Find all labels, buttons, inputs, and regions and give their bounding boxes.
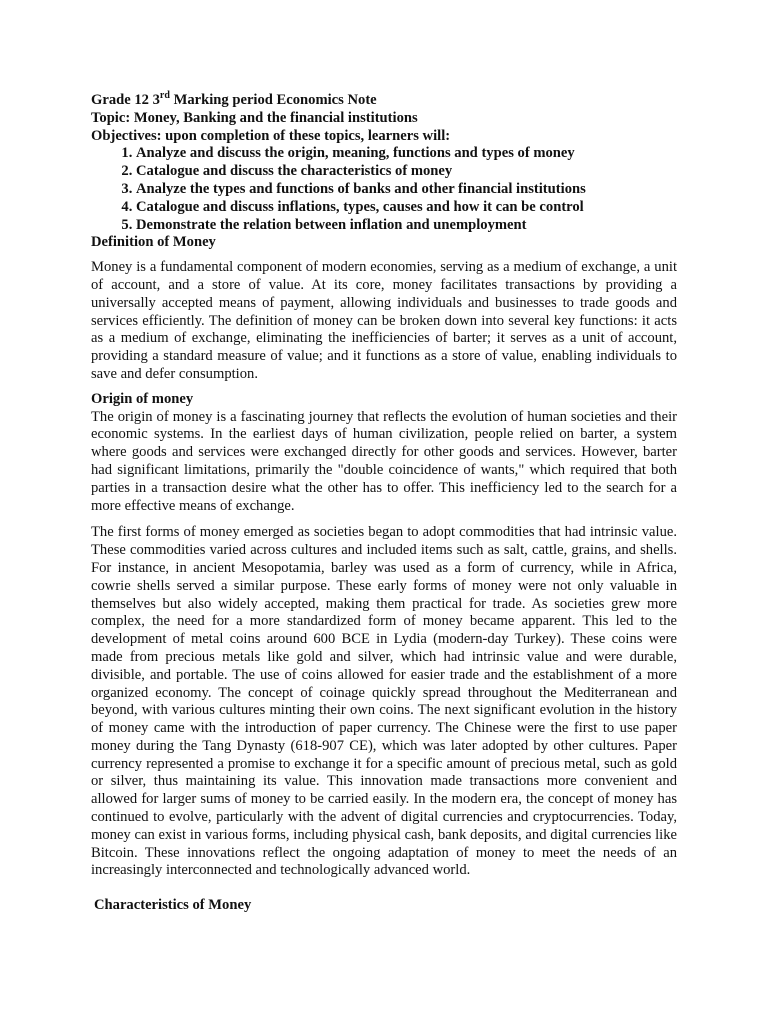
definition-paragraph: Money is a fundamental component of modern economies, serving as a medium of exchange, a unit of account, and a store of value. At its core, money facilitates transactions by providing a universally accepted means of payment, allowing individuals and businesses to trade goods and services efficiently. The definition of money can be broken down into several key functions: it acts as a medium of exchange, eliminating the inefficiencies of barter; it serves as a unit of account, providing a standard measure of value; and it functions as a store of value, enabling individuals to save and defer consumption.	[91, 259, 677, 382]
document-body	[91, 92, 677, 915]
objective-item: 2. Catalogue and discuss the characteristics of money	[136, 163, 677, 181]
objective-item: 4. Catalogue and discuss inflations, types, causes and how it can be control	[136, 199, 677, 217]
definition-heading: Definition of Money	[91, 234, 216, 251]
title-suffix: Marking period Economics Note	[169, 92, 377, 108]
objectives-list	[91, 145, 677, 234]
origin-paragraph-1: The origin of money is a fascinating journey that reflects the evolution of human societies and their economic systems. In the earliest days of human civilization, people relied on barter, a system where goods and services were exchanged directly for other goods and services. However, barter had significant limitations, primarily the "double coincidence of wants," which required that both parties in a transaction desire what the other has to offer. This inefficiency led to the search for a more effective means of exchange.	[91, 408, 677, 514]
origin-paragraph-2: The first forms of money emerged as societies began to adopt commodities that had intrinsic value. These commodities varied across cultures and included items such as salt, cattle, grains, and shells. For instance, in ancient Mesopotamia, barley was used as a form of currency, while in Africa, cowrie shells served a similar purpose. These early forms of money were not only valuable in themselves but also widely accepted, making them practical for trade. As societies grew more complex, the need for a more standardized form of money became apparent. This led to the development of metal coins around 600 BCE in Lydia (modern-day Turkey). These coins were made from precious metals like gold and silver, which had intrinsic value and were durable, divisible, and portable. The use of coins allowed for easier trade and the establishment of a more organized economy. The concept of coinage quickly spread throughout the Mediterranean and beyond, with various cultures minting their own coins. The next significant evolution in the history of money came with the introduction of paper currency. The Chinese were the first to use paper money during the Tang Dynasty (618-907 CE), which was later adopted by other cultures. Paper currency represented a promise to exchange it for a specific amount of precious metal, such as gold or silver, thus maintaining its value. This innovation made transactions more convenient and allowed for larger sums of money to be carried easily. In the modern era, the concept of money has continued to evolve, particularly with the advent of digital currencies and cryptocurrencies. Today, money can exist in various forms, including physical cash, bank deposits, and digital currencies like Bitcoin. These innovations reflect the ongoing adaptation of money to meet the needs of an increasingly interconnected and technologically advanced world.	[91, 524, 677, 879]
title-prefix: Grade 12 3	[91, 92, 160, 108]
topic-line: Topic: Money, Banking and the financial institutions	[91, 109, 418, 126]
title-superscript: rd	[159, 90, 170, 102]
objective-item: 5. Demonstrate the relation between inflation and unemployment	[136, 217, 677, 235]
characteristics-heading: Characteristics of Money	[94, 897, 252, 914]
document-title	[91, 92, 677, 110]
objective-item: 1. Analyze and discuss the origin, meaning, functions and types of money	[136, 145, 677, 163]
objectives-intro: Objectives: upon completion of these topics, learners will:	[91, 127, 451, 144]
origin-heading: Origin of money	[91, 390, 194, 407]
objective-item: 3. Analyze the types and functions of banks and other financial institutions	[136, 181, 677, 199]
